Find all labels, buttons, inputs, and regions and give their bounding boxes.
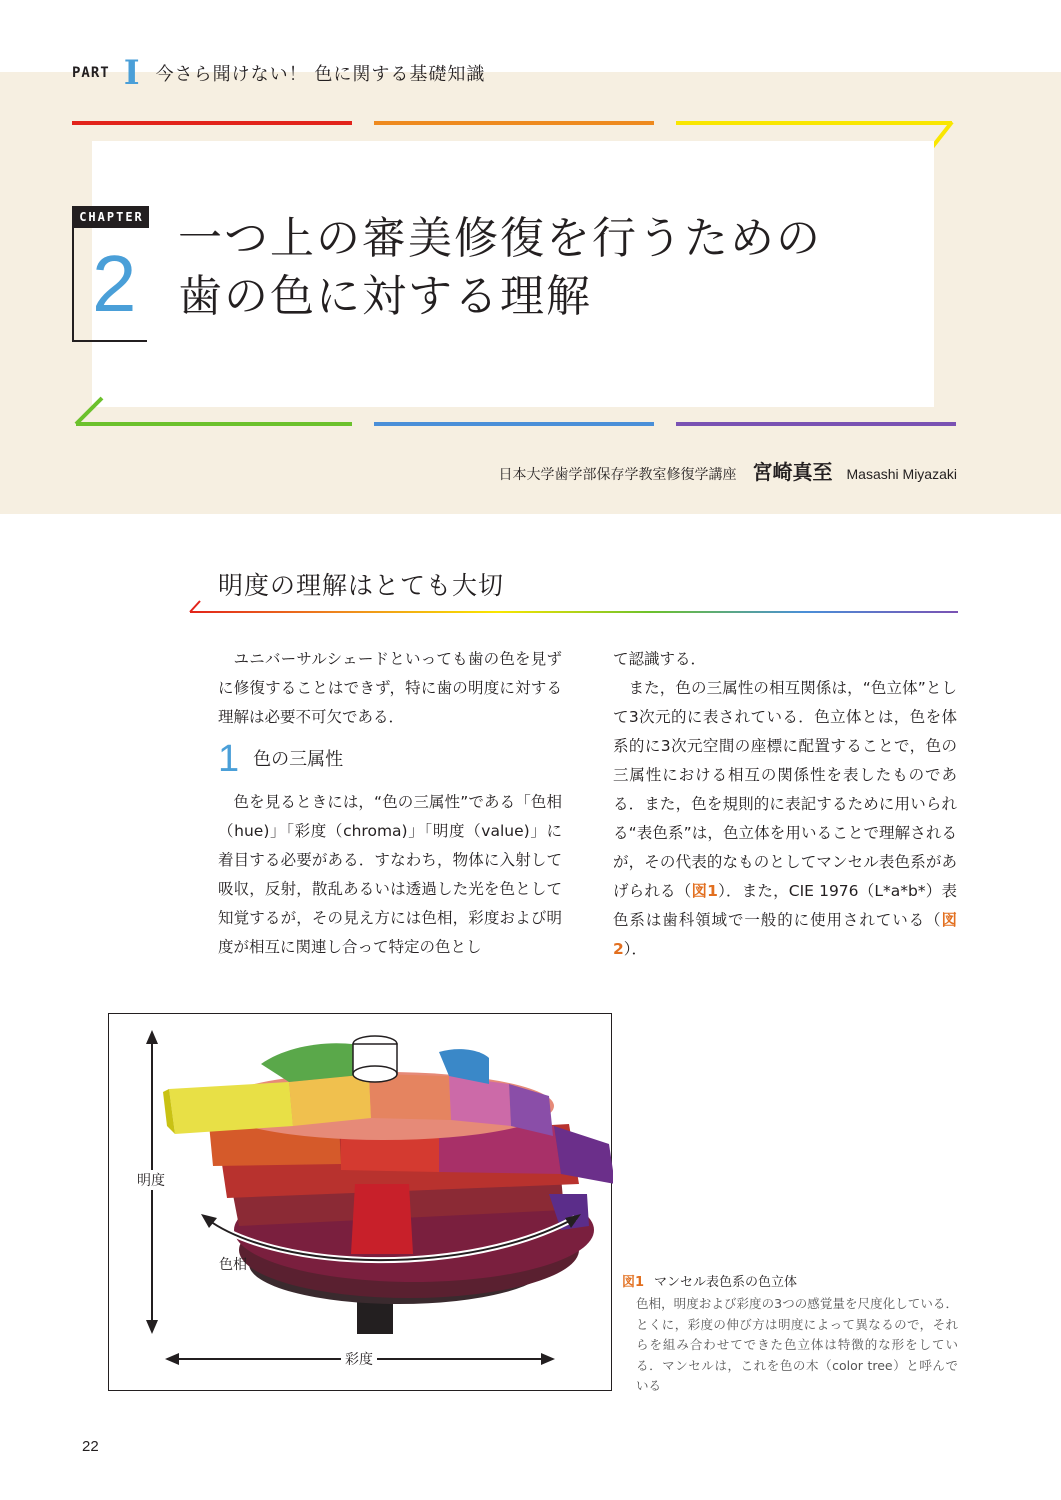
- page-number: 22: [82, 1438, 99, 1455]
- figure-2-link[interactable]: 図2: [613, 911, 957, 958]
- part-title: 今さら聞けない！ 色に関する基礎知識: [155, 64, 486, 85]
- figure-munsell-solid: [108, 1013, 612, 1391]
- label-value-axis: 明度: [133, 1170, 169, 1190]
- figure-1-link[interactable]: 図1: [691, 882, 718, 900]
- section-title: 明度の理解はとても大切: [218, 571, 505, 600]
- subheading: [218, 740, 562, 778]
- caption-body: 色相，明度および彩度の3つの感覚量を尺度化している．とくに，彩度の伸び方は明度によって異なるので，それらを組み合わせてできた色立体は特徴的な形をしている．マンセルは，これを色の木（color tree）と呼んでいる: [636, 1296, 958, 1393]
- rule-orange: [374, 121, 654, 125]
- author-name: 宮崎真至: [752, 460, 833, 484]
- rule-green: [76, 422, 352, 426]
- part-label: PART: [72, 65, 110, 81]
- label-chroma-axis: 彩度: [341, 1349, 377, 1369]
- label-hue-arrow: 色相: [219, 1257, 247, 1273]
- body-column-left: [218, 645, 562, 962]
- caption-title-line: [622, 1274, 958, 1292]
- rule-red: [72, 121, 352, 125]
- subheading-number: 1: [218, 738, 240, 780]
- munsell-color-solid-illustration: [109, 1014, 613, 1392]
- chapter-number: 2: [92, 239, 137, 328]
- part-numeral: I: [123, 53, 140, 93]
- rule-yellow: [676, 121, 952, 125]
- rule-blue: [374, 422, 654, 426]
- affiliation: 日本大学歯学部保存学教室修復学講座: [498, 467, 737, 483]
- text-segment: ）．また，CIE 1976（L*a*b*）表色系は歯科領域で一般的に使用されている（: [613, 882, 957, 929]
- paragraph-three-attributes: 色を見るときには，“色の三属性”である「色相（hue)」「彩度（chroma)」「明度（value)」に着目する必要がある．すなわち，物体に入射して吸収，反射，散乱あるいは透過した光を色として知覚するが，その見え方には色相，彩度および明度が相互に関連し合って特定の色とし: [218, 793, 562, 956]
- caption-title: マンセル表色系の色立体: [654, 1275, 798, 1290]
- subheading-text: 色の三属性: [253, 748, 344, 770]
- intro-paragraph: ユニバーサルシェードといっても歯の色を見ずに修復することはできず，特に歯の明度に対する理解は必要不可欠である．: [218, 650, 562, 726]
- title-line-1: 一つ上の審美修復を行うための: [178, 213, 822, 264]
- paragraph-color-solid: [613, 674, 957, 964]
- paragraph-continued: て認識する．: [613, 650, 707, 668]
- body-column-right: [613, 645, 957, 964]
- part-heading: [72, 53, 486, 93]
- section-rule: [188, 600, 960, 616]
- page-title: [178, 210, 822, 326]
- rule-purple: [676, 422, 956, 426]
- text-segment: ）．: [623, 940, 648, 958]
- figure-caption: [622, 1274, 958, 1397]
- caption-number: 図1: [622, 1275, 645, 1290]
- chapter-marker: [72, 206, 147, 342]
- title-line-2: 歯の色に対する理解: [178, 271, 592, 322]
- author-romaji: Masashi Miyazaki: [846, 466, 957, 482]
- text-segment: また，色の三属性の相互関係は，“色立体”として3次元的に表されている．色立体とは，色を体系的に3次元空間の座標に配置することで，色の三属性における相互の関係性を表したものである．また，色を規則的に表記するために用いられる“表色系”は，色立体を用いることで理解されるが，その代表的なものとしてマンセル表色系があげられる（: [613, 679, 957, 900]
- chapter-label: CHAPTER: [74, 206, 149, 228]
- author-line: [499, 456, 957, 485]
